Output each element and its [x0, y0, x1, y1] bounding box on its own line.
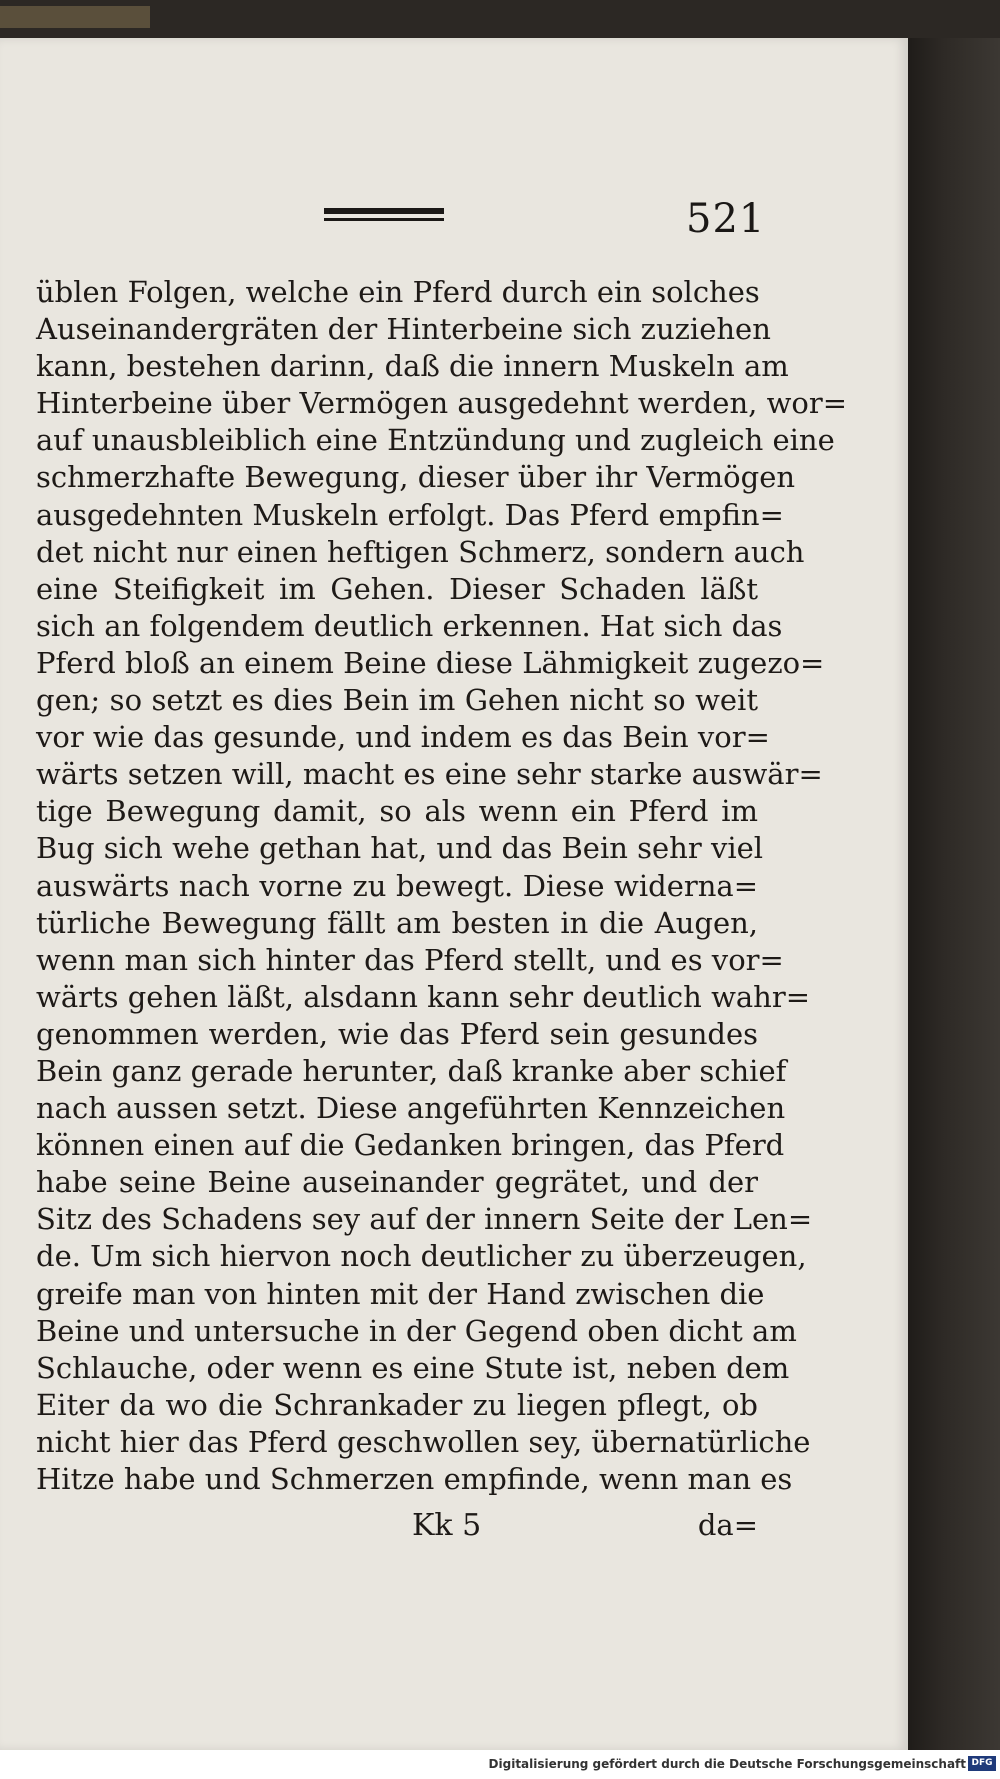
text-line: Schlauche, oder wenn es eine Stute ist, neben dem: [36, 1350, 790, 1385]
text-line: kann, bestehen darinn, daß die innern Muskeln am: [36, 349, 789, 384]
text-line: nicht hier das Pferd geschwollen sey, übernatürliche: [36, 1424, 811, 1459]
scan-top-edge: [0, 0, 1000, 38]
header-rule-thick: [324, 208, 444, 214]
text-line: auf unausbleiblich eine Entzündung und zugleich eine: [36, 423, 835, 458]
text-line: Bein ganz gerade herunter, daß kranke aber schief: [36, 1053, 787, 1088]
text-line: auswärts nach vorne zu bewegt. Diese widerna=: [36, 868, 758, 903]
text-line: Hinterbeine über Vermögen ausgedehnt werden, wor=: [36, 386, 848, 421]
text-line: eine Steifigkeit im Gehen. Dieser Schaden läßt: [36, 571, 758, 606]
text-line: det nicht nur einen heftigen Schmerz, sondern auch: [36, 534, 805, 569]
text-body: [36, 274, 848, 1498]
text-line: können einen auf die Gedanken bringen, das Pferd: [36, 1128, 785, 1163]
text-line: Pferd bloß an einem Beine diese Lähmigkeit zugezo=: [36, 645, 825, 680]
catchword: da=: [697, 1508, 758, 1542]
text-line: nach aussen setzt. Diese angeführten Kennzeichen: [36, 1091, 786, 1126]
digitization-credit-bar: [0, 1750, 1000, 1779]
header-rule-thin: [324, 218, 444, 221]
text-line: de. Um sich hiervon noch deutlicher zu überzeugen,: [36, 1239, 807, 1274]
digitization-credit: Digitalisierung gefördert durch die Deutsche Forschungsgemeinschaft: [488, 1757, 966, 1771]
header-rule: [324, 208, 444, 222]
text-line: sich an folgendem deutlich erkennen. Hat sich das: [36, 608, 783, 643]
text-line: türliche Bewegung fällt am besten in die Augen,: [36, 905, 758, 940]
text-line: Bug sich wehe gethan hat, und das Bein sehr viel: [36, 831, 764, 866]
text-line: wenn man sich hinter das Pferd stellt, und es vor=: [36, 942, 784, 977]
book-page: [0, 38, 908, 1750]
text-line: Eiter da wo die Schrankader zu liegen pflegt, ob: [36, 1387, 758, 1422]
text-line: gen; so setzt es dies Bein im Gehen nicht so weit: [36, 683, 758, 718]
dfg-logo: DFG: [968, 1756, 996, 1771]
text-line: genommen werden, wie das Pferd sein gesundes: [36, 1016, 758, 1051]
text-line: wärts gehen läßt, alsdann kann sehr deutlich wahr=: [36, 979, 811, 1014]
signature-mark: Kk 5: [412, 1508, 482, 1543]
text-line: habe seine Beine auseinander gegrätet, und der: [36, 1165, 758, 1200]
text-line: Beine und untersuche in der Gegend oben dicht am: [36, 1313, 797, 1348]
text-line: Hitze habe und Schmerzen empfinde, wenn man es: [36, 1462, 793, 1496]
scan-right-edge: [908, 38, 1000, 1750]
page-number: 521: [686, 196, 766, 242]
text-line: üblen Folgen, welche ein Pferd durch ein solches: [36, 275, 760, 309]
scan-color-tab: [0, 6, 150, 28]
page-footer: [36, 1508, 758, 1548]
text-line: ausgedehnten Muskeln erfolgt. Das Pferd empfin=: [36, 497, 784, 532]
text-line: schmerzhafte Bewegung, dieser über ihr Vermögen: [36, 460, 796, 495]
text-line: greife man von hinten mit der Hand zwischen die: [36, 1276, 765, 1311]
text-line: Auseinandergräten der Hinterbeine sich zuziehen: [36, 312, 771, 347]
text-line: wärts setzen will, macht es eine sehr starke auswär=: [36, 757, 823, 792]
text-line: Sitz des Schadens sey auf der innern Seite der Len=: [36, 1202, 813, 1237]
text-line: vor wie das gesunde, und indem es das Bein vor=: [36, 720, 770, 755]
text-line: tige Bewegung damit, so als wenn ein Pferd im: [36, 794, 758, 829]
